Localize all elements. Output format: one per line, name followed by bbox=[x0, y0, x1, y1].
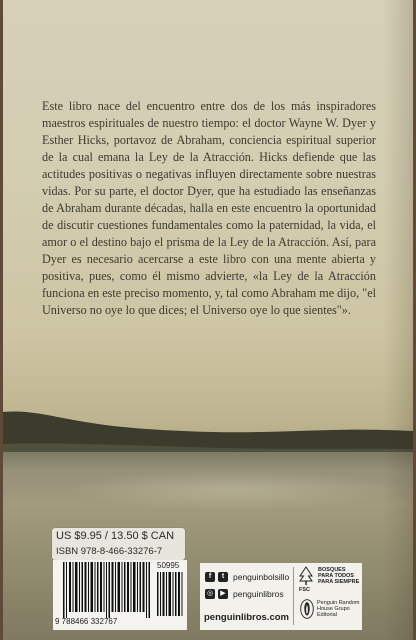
barcode-number: 9 788466 332767 bbox=[55, 617, 118, 626]
book-back-cover bbox=[3, 0, 413, 640]
divider bbox=[293, 567, 294, 625]
water-reflection bbox=[63, 470, 403, 510]
barcode-addon-number: 50995 bbox=[157, 561, 180, 570]
fsc-slogan: BOSQUES PARA TODOS PARA SIEMPRE bbox=[318, 567, 360, 586]
fsc-label: FSC bbox=[299, 587, 310, 593]
isbn-label: ISBN 978-8-466-33276-7 bbox=[56, 546, 163, 557]
social-row-bolsillo bbox=[205, 570, 289, 584]
social-handle: penguinbolsillo bbox=[233, 572, 290, 582]
fsc-tree-icon bbox=[298, 566, 314, 588]
instagram-icon: ◎ bbox=[206, 590, 214, 597]
barcode-panel bbox=[53, 560, 187, 630]
publisher-website: penguinlibros.com bbox=[204, 612, 289, 623]
penguin-logo-icon bbox=[300, 599, 314, 619]
price-label: US $9.95 / 13.50 $ CAN bbox=[56, 530, 175, 542]
price-sticker bbox=[52, 528, 185, 560]
social-handle: penguinlibros bbox=[233, 589, 284, 599]
twitter-icon: t bbox=[218, 572, 228, 582]
publisher-imprint: Penguin Random House Grupo Editorial bbox=[317, 600, 360, 619]
f-icon: f bbox=[205, 572, 215, 582]
back-cover-blurb: Este libro nace del encuentro entre dos de los más inspiradores maestros espirituales de nuestro tiempo: el doctor Wayne W. Dyer y Esther Hicks, portavoz de Abraham, conciencia espiritual superior de la cual emana la Ley de la Atracción. Hicks defiende que las actitudes positivas o negativas influyen directamente sobre nuestras vidas. Por su parte, el doctor Dyer, que ha estudiado las enseñanzas de Abraham durante décadas, halla en este encuentro la oportunidad de discutir cuestiones fundamentales como la paternidad, la vida, el amor o el destino bajo el prisma de la Ley de la Atracción. Así, para Dyer es necesario acercarse a este libro con una mente abierta y positiva, pues, como él mismo advierte, «la Ley de la Atracción funciona en este preciso momento, y, tal como Abraham me dijo, "el Universo no oye lo que dices; el Universo oye lo que sientes"». bbox=[42, 99, 376, 317]
publisher-panel bbox=[200, 563, 362, 630]
fsc-logo bbox=[298, 566, 358, 594]
social-row-libros bbox=[205, 587, 284, 601]
youtube-icon: ▶ bbox=[218, 589, 228, 599]
spine-shadow bbox=[383, 0, 413, 640]
